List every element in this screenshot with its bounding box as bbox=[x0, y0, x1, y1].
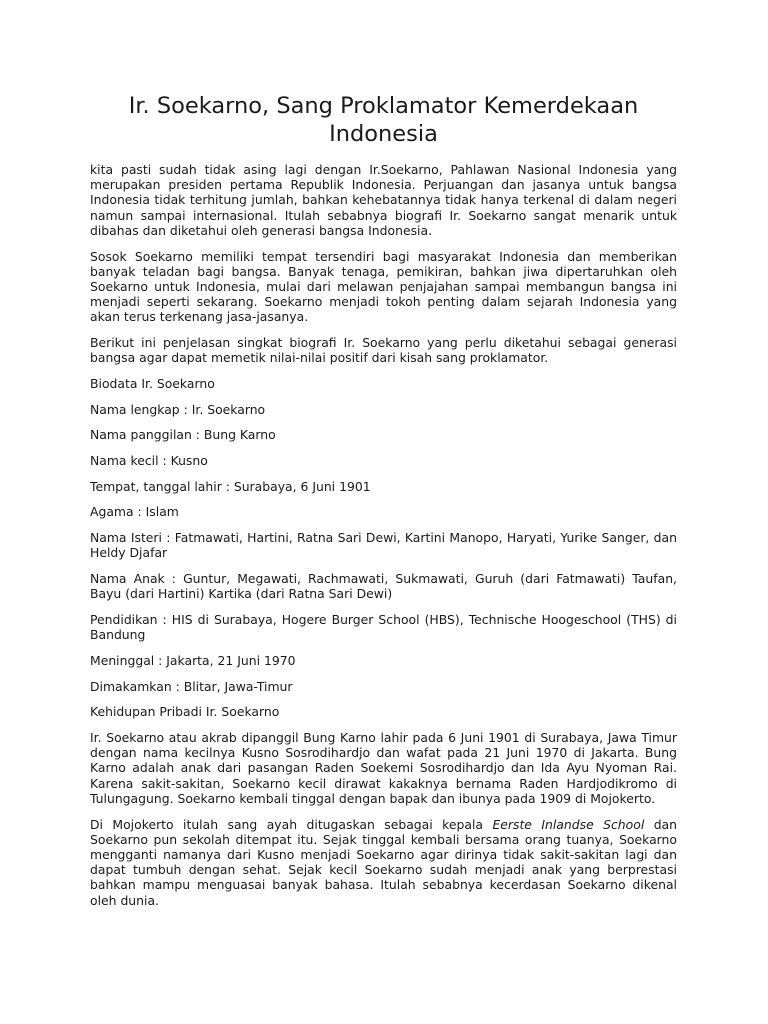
biodata-nama-isteri: Nama Isteri : Fatmawati, Hartini, Ratna Sari Dewi, Kartini Manopo, Haryati, Yurike Sanger, dan Heldy Djafar bbox=[90, 530, 677, 561]
kehidupan-2-text-before: Di Mojokerto itulah sang ayah ditugaskan sebagai kepala bbox=[90, 816, 493, 832]
document-page bbox=[90, 92, 677, 918]
biodata-nama-lengkap: Nama lengkap : Ir. Soekarno bbox=[90, 401, 266, 417]
biodata-nama-kecil: Nama kecil : Kusno bbox=[90, 453, 208, 469]
paragraph-intro: kita pasti sudah tidak asing lagi dengan Ir.Soekarno, Pahlawan Nasional Indonesia yang merupakan presiden pertama Republik Indonesia. Perjuangan dan jasanya untuk bangsa Indonesia tidak terhitung jumlah, bahkan kehebatannya tidak hanya terkenal di dalam negeri namun sampai internasional. Itulah sebabnya biografi Ir. Soekarno sangat menarik untuk dibahas dan diketahui oleh generasi bangsa Indonesia. bbox=[90, 162, 677, 238]
biodata-ttl: Tempat, tanggal lahir : Surabaya, 6 Juni 1901 bbox=[90, 478, 371, 494]
kehidupan-2-text-after: dan Soekarno pun sekolah ditempat itu. Sejak tinggal kembali bersama orang tuanya, Soekarno mengganti namanya dari Kusno menjadi Soekarno agar dirinya tidak sakit-sakitan lagi dan dapat tumbuh dengan sehat. Sejak kecil Soekarno sudah menjadi anak yang berprestasi bahkan mampu menguasai banyak bahasa. Itulah sebabnya kecerdasan Soekarno dikenal oleh dunia. bbox=[90, 816, 678, 908]
kehidupan-heading: Kehidupan Pribadi Ir. Soekarno bbox=[90, 704, 280, 720]
document-title: Ir. Soekarno, Sang Proklamator Kemerdekaan Indonesia bbox=[128, 93, 639, 147]
biodata-agama: Agama : Islam bbox=[90, 504, 179, 520]
kehidupan-2-school-name: Eerste Inlandse School bbox=[492, 816, 645, 832]
biodata-nama-anak: Nama Anak : Guntur, Megawati, Rachmawati, Sukmawati, Guruh (dari Fatmawati) Taufan, Bayu (dari Hartini) Kartika (dari Ratna Sari Dewi) bbox=[90, 571, 677, 602]
biodata-pendidikan: Pendidikan : HIS di Surabaya, Hogere Burger School (HBS), Technische Hoogeschool (THS) di Bandung bbox=[90, 611, 677, 643]
paragraph-kehidupan-1: Ir. Soekarno atau akrab dipanggil Bung Karno lahir pada 6 Juni 1901 di Surabaya, Jawa Timur dengan nama kecilnya Kusno Sosrodihardjo dan wafat pada 21 Juni 1970 di Jakarta. Bung Karno adalah anak dari pasangan Raden Soekemi Sosrodihardjo dan Ida Ayu Nyoman Rai. Karena sakit-sakitan, Soekarno kecil dirawat kakaknya bernama Raden Hardjodikromo di Tulungagung. Soekarno kembali tinggal dengan bapak dan ibunya pada 1909 di Mojokerto. bbox=[90, 729, 677, 806]
biodata-meninggal: Meninggal : Jakarta, 21 Juni 1970 bbox=[90, 652, 296, 668]
biodata-heading: Biodata Ir. Soekarno bbox=[90, 375, 215, 391]
biodata-nama-panggilan: Nama panggilan : Bung Karno bbox=[90, 427, 276, 443]
paragraph-kehidupan-2 bbox=[90, 817, 677, 908]
biodata-dimakamkan: Dimakamkan : Blitar, Jawa-Timur bbox=[90, 678, 293, 694]
paragraph-berikut: Berikut ini penjelasan singkat biografi Ir. Soekarno yang perlu diketahui sebagai generasi bangsa agar dapat memetik nilai-nilai positif dari kisah sang proklamator. bbox=[90, 335, 677, 366]
paragraph-sosok: Sosok Soekarno memiliki tempat tersendiri bagi masyarakat Indonesia dan memberikan banyak teladan bagi bangsa. Banyak tenaga, pemikiran, bahkan jiwa dipertaruhkan oleh Soekarno untuk Indonesia, mulai dari melawan penjajahan sampai membangun bangsa ini menjadi seperti sekarang. Soekarno menjadi tokoh penting dalam sejarah Indonesia yang akan terus terkenang jasa-jasanya. bbox=[90, 248, 677, 325]
